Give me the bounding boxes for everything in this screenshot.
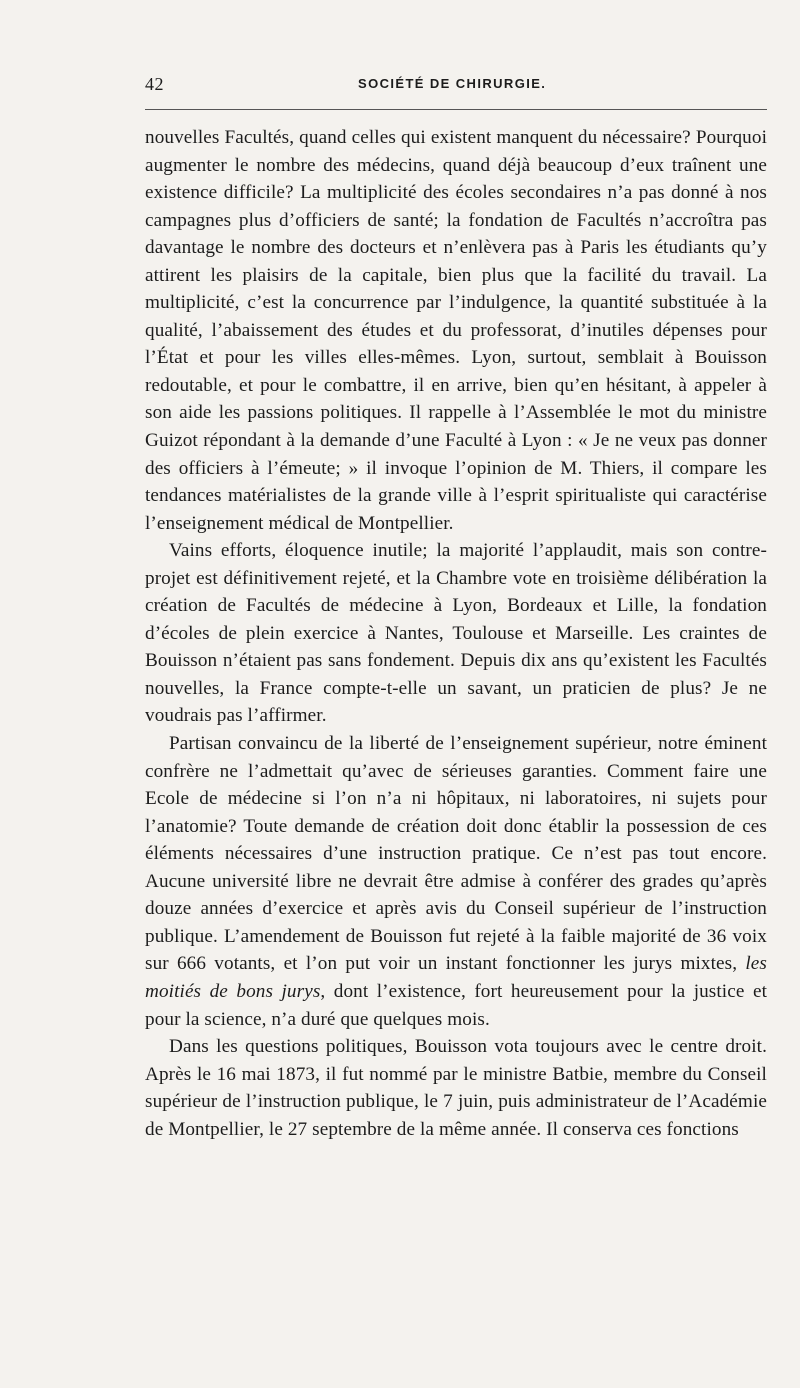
paragraph-4: Dans les questions politiques, Bouisson vota toujours avec le centre droit. Après le 16 mai 1873, il fut nommé par le ministre Batbie, membre du Conseil supérieur de l’instruction publique, le 7 juin, puis administrateur de l’Académie de Montpellier, le 27 septembre de la même année. Il conserva ces fonctions	[145, 1036, 767, 1140]
paragraph-3	[145, 730, 767, 1033]
running-title: SOCIÉTÉ DE CHIRURGIE.	[358, 76, 547, 91]
paragraph-3-end: , dont l’existence, fort heureusement pour la justice et pour la science, n’a duré que quelques mois.	[145, 980, 767, 1030]
paragraph-3-italic: les moitiés de bons jurys	[145, 953, 767, 1002]
body-text	[145, 124, 767, 1143]
paragraph-2: Vains efforts, éloquence inutile; la majorité l’applaudit, mais son contre-projet est définitivement rejeté, et la Chambre vote en troisième délibération la création de Facultés de médecine à Lyon, Bordeaux et Lille, la fondation d’écoles de plein exercice à Nantes, Toulouse et Marseille. Les craintes de Bouisson n’étaient pas sans fondement. Depuis dix ans qu’existent les Facultés nouvelles, la France compte-t-elle un savant, un praticien de plus? Je ne voudrais pas l’affirmer.	[145, 540, 767, 727]
paragraph-3-text: Partisan convaincu de la liberté de l’enseignement supérieur, notre éminent confrère ne l’admettait qu’avec de sérieuses garanties. Comment faire une Ecole de médecine si l’on n’a ni hôpitaux, ni laboratoires, ni sujets pour l’anatomie? Toute demande de création doit donc établir la possession de ces éléments nécessaires d’une instruction pratique. Ce n’est pas tout encore. Aucune université libre ne devrait être admise à conférer des grades qu’après douze années d’exercice et après avis du Conseil supérieur de l’instruction publique. L’amendement de Bouisson fut rejeté à la faible majorité de 36 voix sur 666 votants, et l’on put voir un instant fonctionner les jurys mixtes,	[145, 733, 767, 975]
paragraph-1: nouvelles Facultés, quand celles qui existent manquent du nécessaire? Pourquoi augmenter le nombre des médecins, quand déjà beaucoup d’eux traînent une existence difficile? La multiplicité des écoles secondaires n’a pas donné à nos campagnes plus d’officiers de santé; la fondation de Facultés n’accroîtra pas davantage le nombre des docteurs et n’enlèvera pas à Paris les étudiants qu’y attirent les plaisirs de la capitale, bien plus que la facilité du travail. La multiplicité, c’est la concurrence par l’indulgence, la quantité substituée à la qualité, l’abaissement des études et du professorat, d’inutiles dépenses pour l’État et pour les villes elles-mêmes. Lyon, surtout, semblait à Bouisson redoutable, et pour le combattre, il en arrive, bien qu’en hésitant, à appeler à son aide les passions politiques. Il rappelle à l’Assemblée le mot du ministre Guizot répondant à la demande d’une Faculté à Lyon : « Je ne veux pas donner des officiers à l’émeute; » il invoque l’opinion de M. Thiers, il compare les tendances matérialistes de la grande ville à l’esprit spiritualiste qui caractérise l’enseignement médical de Montpellier.	[145, 127, 767, 534]
page-header	[145, 74, 767, 102]
header-rule	[145, 109, 767, 110]
page-number: 42	[145, 74, 164, 94]
